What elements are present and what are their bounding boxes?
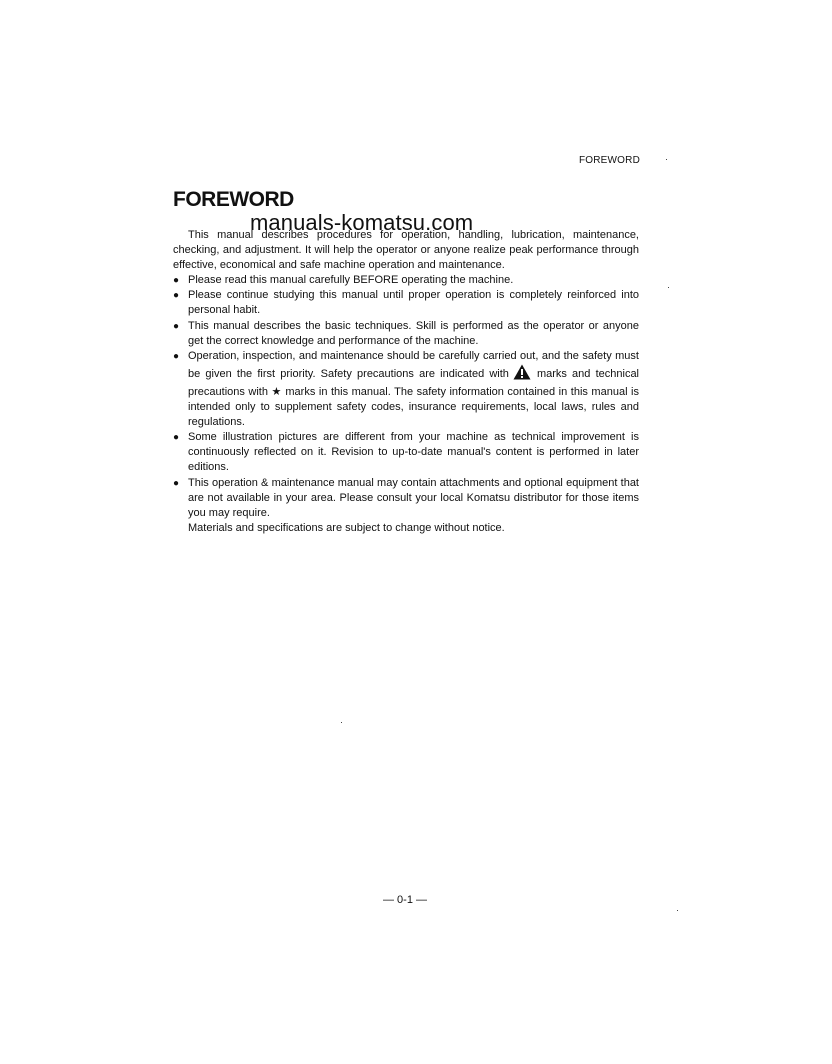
list-item	[173, 319, 639, 349]
list-item	[173, 273, 639, 288]
bullet-icon: ●	[173, 290, 180, 302]
bullet-text: This operation & maintenance manual may contain attachments and optional equipment that are not available in your area. Please consult your local Komatsu distributor for those items you may require.	[188, 476, 639, 519]
scan-speck	[341, 722, 342, 723]
bullet-text: Please read this manual carefully BEFORE operating the machine.	[188, 274, 514, 287]
scan-speck	[666, 159, 667, 160]
scan-speck	[677, 910, 678, 911]
list-item	[173, 288, 639, 318]
watermark-text: manuals-komatsu.com	[250, 210, 474, 235]
safety-text-part2: marks and technical precautions with ★ marks in this manual. The safety information contained in this manual is intended only to supplement safety codes, insurance requirements, local laws, rules and regulations.	[188, 367, 640, 429]
bullet-list	[173, 273, 639, 521]
running-header: FOREWORD	[578, 155, 640, 166]
intro-paragraph: This manual describes procedures for operation, handling, lubrication, maintenance, checking, and adjustment. It will help the operator or anyone realize peak performance through effective, economical and safe machine operation and maintenance.	[173, 229, 639, 272]
bullet-icon: ●	[173, 432, 180, 444]
bullet-text: This manual describes the basic techniques. Skill is performed as the operator or anyone get the correct knowledge and performance of the machine.	[188, 319, 639, 347]
safety-list-item	[173, 349, 639, 430]
bullet-icon: ●	[173, 320, 180, 332]
bullet-text: Please continue studying this manual until proper operation is completely reinforced into personal habit.	[188, 289, 639, 317]
bullet-icon: ●	[173, 350, 180, 362]
page-title: FOREWORD	[173, 188, 294, 211]
foreword-body	[173, 228, 639, 536]
safety-text-part1: Operation, inspection, and maintenance should be carefully carried out, and the safety must be given the first priority. Safety precautions are indicated with	[188, 349, 639, 380]
bullet-text: Some illustration pictures are different from your machine as technical improvement is continuously reflected on it. Revision to up-to-date manual's content is performed in later editions.	[188, 431, 639, 474]
bullet-icon: ●	[173, 477, 180, 489]
scan-speck	[668, 287, 669, 288]
page-number: — 0-1 —	[382, 894, 427, 906]
list-item	[173, 476, 639, 521]
warning-triangle-icon	[513, 364, 531, 385]
list-item	[173, 430, 639, 475]
closing-note: Materials and specifications are subject to change without notice.	[188, 521, 505, 534]
bullet-icon: ●	[173, 275, 180, 287]
